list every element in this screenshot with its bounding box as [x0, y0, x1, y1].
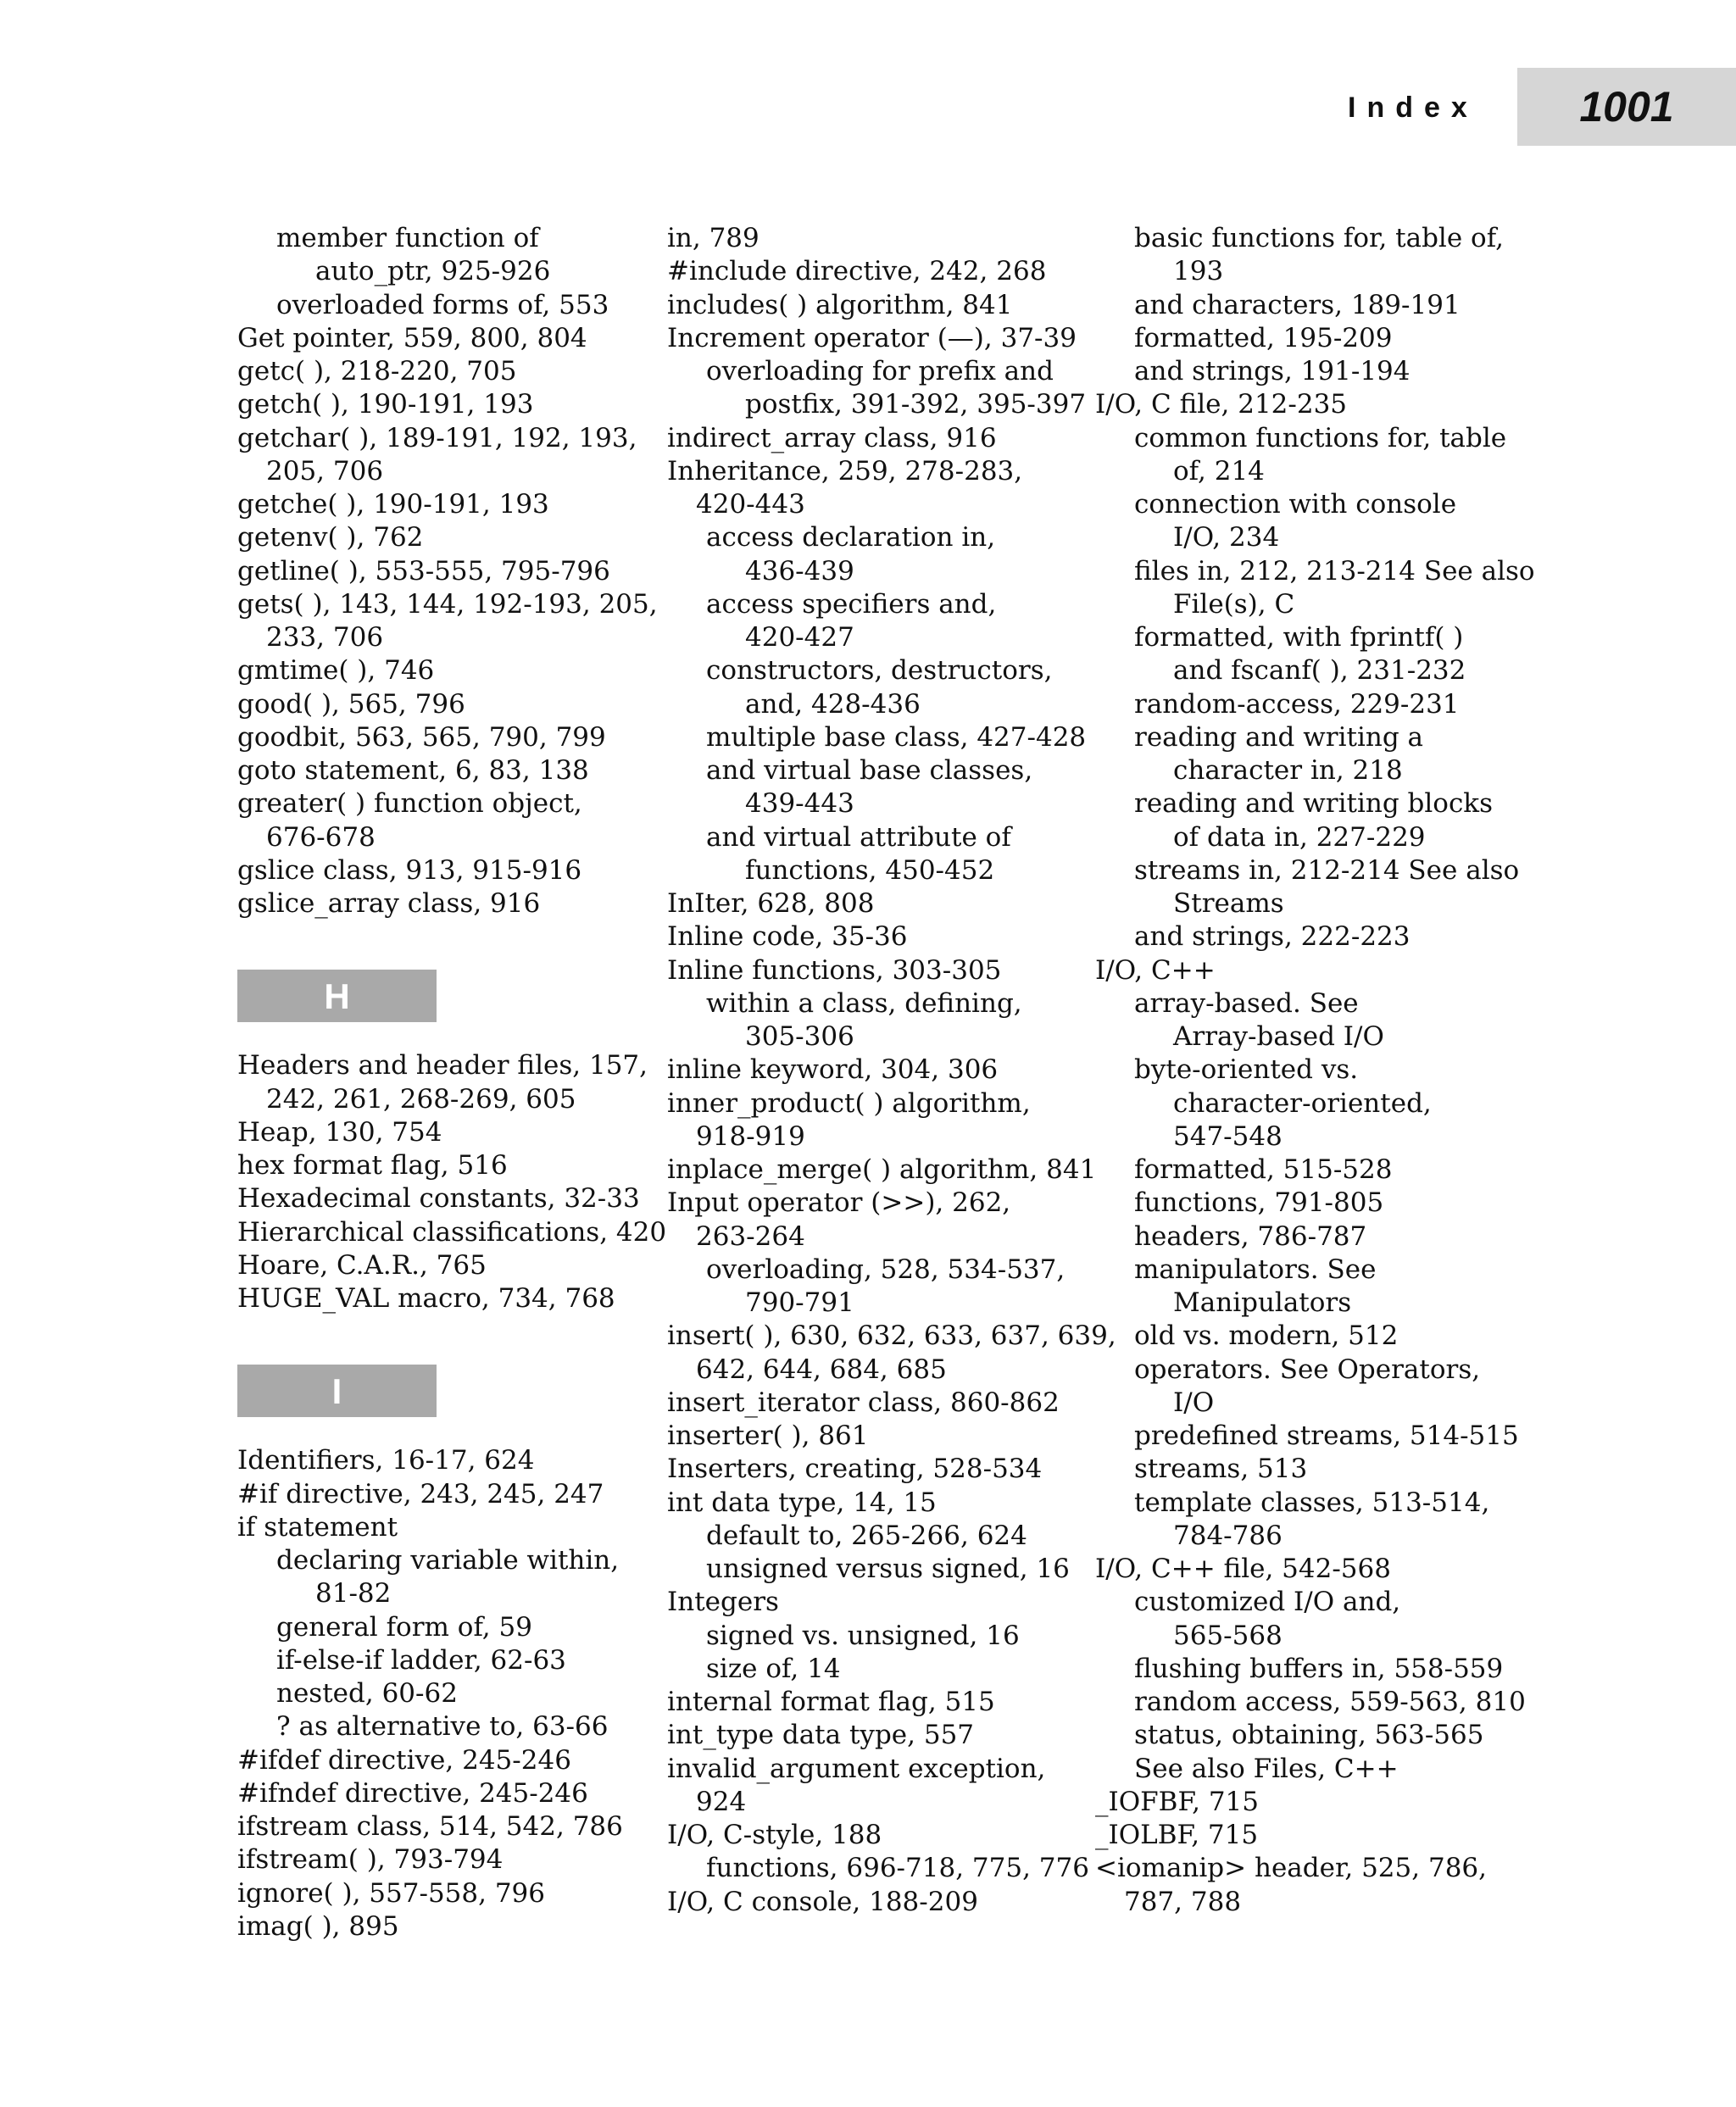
- index-entry: [667, 1320, 1116, 1387]
- index-entry-text: getchar( ), 189-191, 192, 193,: [237, 422, 637, 453]
- index-entry: [667, 422, 1116, 455]
- index-entry-text: unsigned versus signed, 16: [706, 1554, 1070, 1584]
- index-entry-text: greater( ) function object,: [237, 788, 582, 820]
- index-entry: [667, 1852, 1116, 1885]
- index-entry-text: _IOFBF, 715: [1095, 1786, 1260, 1817]
- index-entry-text: customized I/O and,: [1134, 1587, 1401, 1618]
- index-entry: [1095, 721, 1535, 788]
- index-entry: [667, 521, 1116, 554]
- index-entry-continuation: character-oriented,: [1173, 1087, 1432, 1119]
- index-entry: [667, 1187, 1116, 1254]
- index-entry: [237, 688, 666, 721]
- index-entry-text: random access, 559-563, 810: [1134, 1687, 1526, 1717]
- index-entry-text: array-based. See: [1134, 987, 1359, 1019]
- page-number-box: [1517, 68, 1736, 146]
- index-entry-text: member function of: [276, 223, 539, 253]
- index-entry: [237, 255, 666, 288]
- index-entry-text: functions, 791-805: [1134, 1187, 1384, 1219]
- index-entry: [237, 1444, 666, 1477]
- index-entry-continuation: character in, 218: [1173, 755, 1403, 786]
- index-entry: [1095, 322, 1535, 355]
- index-entry-text: #include directive, 242, 268: [667, 256, 1047, 287]
- index-entry-text: functions, 696-718, 775, 776: [706, 1853, 1089, 1884]
- index-entry: [1095, 621, 1535, 688]
- index-entry: [1095, 1453, 1535, 1486]
- section-letter-h: [237, 970, 437, 1022]
- index-entry-text: headers, 786-787: [1134, 1220, 1367, 1252]
- index-entry: [667, 289, 1116, 322]
- index-entry-text: insert( ), 630, 632, 633, 637, 639,: [667, 1320, 1116, 1352]
- index-entry: [667, 887, 1116, 920]
- index-column-3: [1095, 222, 1535, 1919]
- index-entry: [1095, 1320, 1535, 1353]
- index-entry-text: inline keyword, 304, 306: [667, 1054, 999, 1086]
- index-entry-text: files in, 212, 213-214 See also: [1134, 555, 1535, 587]
- index-column-2: [667, 222, 1116, 1919]
- index-entry-text: access declaration in,: [706, 522, 996, 553]
- index-entry-text: Heap, 130, 754: [237, 1116, 442, 1148]
- index-entry: [1095, 954, 1535, 987]
- index-entry-continuation: 547-548: [1173, 1120, 1283, 1152]
- index-entry: [1095, 688, 1535, 721]
- index-entry-text: overloaded forms of, 553: [276, 289, 609, 320]
- index-entry: [1095, 488, 1535, 555]
- index-entry-text: getline( ), 553-555, 795-796: [237, 555, 610, 587]
- index-entry-text: connection with console: [1134, 489, 1457, 520]
- index-entry-text: and strings, 222-223: [1134, 921, 1410, 953]
- index-entry-text: HUGE_VAL macro, 734, 768: [237, 1283, 615, 1314]
- index-entry: [237, 787, 666, 854]
- index-entry: [667, 355, 1116, 388]
- index-entry-text: random-access, 229-231: [1134, 688, 1460, 720]
- index-entry-continuation: File(s), C: [1173, 588, 1295, 620]
- index-entry-text: includes( ) algorithm, 841: [667, 289, 1013, 320]
- index-entry-text: Inserters, creating, 528-534: [667, 1454, 1043, 1485]
- index-entry-text: functions, 450-452: [745, 854, 995, 886]
- index-entry: [237, 1577, 666, 1610]
- index-entry: [667, 1586, 1116, 1619]
- index-entry-text: I/O, C-style, 188: [667, 1820, 882, 1850]
- index-entry-text: formatted, with fprintf( ): [1134, 622, 1464, 653]
- index-entry-continuation: 205, 706: [266, 455, 384, 486]
- index-entry: [237, 289, 666, 322]
- index-entry-text: reading and writing a: [1134, 721, 1423, 753]
- index-entry-text: and characters, 189-191: [1134, 289, 1461, 320]
- index-entry: [237, 1216, 666, 1249]
- index-entry: [667, 654, 1116, 687]
- index-entry: [667, 222, 1116, 255]
- index-entry-text: #ifndef directive, 245-246: [237, 1777, 588, 1809]
- index-entry-text: Get pointer, 559, 800, 804: [237, 322, 587, 353]
- index-entry-continuation: Manipulators: [1173, 1287, 1352, 1318]
- index-entry: [667, 1487, 1116, 1520]
- index-entry: [1095, 222, 1535, 289]
- index-entry-text: Input operator (>>), 262,: [667, 1187, 1011, 1219]
- index-entry: [667, 1020, 1116, 1054]
- index-entry-text: I/O, C console, 188-209: [667, 1886, 978, 1917]
- index-entry-continuation: 263-264: [696, 1220, 805, 1252]
- index-entry-text: within a class, defining,: [706, 987, 1022, 1019]
- index-entry-text: formatted, 195-209: [1134, 322, 1393, 353]
- index-entry-text: default to, 265-266, 624: [706, 1520, 1027, 1551]
- index-entry: [1095, 1686, 1535, 1719]
- section-letter-label: I: [331, 1370, 342, 1411]
- index-entry-text: int_type data type, 557: [667, 1720, 975, 1751]
- index-entry: [1095, 1753, 1535, 1786]
- index-entry: [667, 1154, 1116, 1187]
- index-entry-text: #ifdef directive, 245-246: [237, 1744, 571, 1776]
- index-entry-text: I/O, C++: [1095, 954, 1216, 986]
- index-entry-text: insert_iterator class, 860-862: [667, 1387, 1060, 1418]
- index-entry-text: gets( ), 143, 144, 192-193, 205,: [237, 588, 658, 620]
- index-entry: [667, 954, 1116, 987]
- index-entry-text: 436-439: [745, 555, 854, 587]
- index-entry: [237, 854, 666, 887]
- index-entry-text: indirect_array class, 916: [667, 422, 997, 453]
- index-entry: [1095, 987, 1535, 1054]
- index-entry-text: I/O, C++ file, 542-568: [1095, 1554, 1391, 1584]
- index-entry: [1095, 1187, 1535, 1220]
- index-entry: [667, 1753, 1116, 1820]
- index-entry-text: ifstream( ), 793-794: [237, 1844, 504, 1876]
- index-entry-text: getch( ), 190-191, 193: [237, 389, 534, 420]
- index-entry: [237, 1810, 666, 1843]
- index-entry-text: general form of, 59: [276, 1611, 532, 1643]
- index-entry-text: 790-791: [745, 1287, 854, 1318]
- index-entry: [237, 322, 666, 355]
- index-entry-continuation: I/O, 234: [1173, 522, 1280, 553]
- index-entry-continuation: 420-443: [696, 489, 805, 520]
- index-entry: [667, 555, 1116, 588]
- index-entry-text: #if directive, 243, 245, 247: [237, 1478, 604, 1509]
- index-entry-text: getc( ), 218-220, 705: [237, 356, 517, 386]
- index-entry-text: getenv( ), 762: [237, 522, 424, 553]
- index-entry: [667, 1453, 1116, 1486]
- index-entry-text: size of, 14: [706, 1653, 841, 1684]
- index-entry-text: InIter, 628, 808: [667, 888, 875, 919]
- index-entry-continuation: Array-based I/O: [1173, 1021, 1384, 1052]
- index-entry-text: flushing buffers in, 558-559: [1134, 1653, 1504, 1684]
- index-entry-text: and virtual attribute of: [706, 821, 1011, 853]
- index-entry: [1095, 388, 1535, 421]
- index-entry-continuation: Streams: [1173, 888, 1284, 919]
- index-entry: [237, 887, 666, 920]
- index-entry-text: <iomanip> header, 525, 786,: [1095, 1853, 1487, 1884]
- index-entry-continuation: 676-678: [266, 821, 376, 853]
- index-entry-text: declaring variable within,: [276, 1545, 620, 1576]
- index-entry-text: manipulators. See: [1134, 1254, 1377, 1285]
- index-entry-text: goto statement, 6, 83, 138: [237, 755, 589, 786]
- index-entry-text: ignore( ), 557-558, 796: [237, 1877, 545, 1909]
- index-entry: [237, 1511, 666, 1544]
- index-entry-text: auto_ptr, 925-926: [315, 256, 551, 287]
- index-entry: [667, 322, 1116, 355]
- index-entry-text: postfix, 391-392, 395-397: [745, 389, 1087, 420]
- running-head: Index: [1348, 92, 1478, 124]
- index-entry-text: Inline code, 35-36: [667, 921, 908, 953]
- index-entry: [667, 588, 1116, 621]
- index-entry: [237, 654, 666, 687]
- index-entry: [1095, 920, 1535, 953]
- index-entry: [237, 222, 666, 255]
- index-entry-text: overloading, 528, 534-537,: [706, 1254, 1066, 1285]
- index-entry: [1095, 1719, 1535, 1752]
- index-entry-text: Headers and header files, 157,: [237, 1050, 648, 1081]
- index-entry-text: streams in, 212-214 See also: [1134, 854, 1520, 886]
- index-entry-continuation: 784-786: [1173, 1520, 1283, 1551]
- index-entry-text: constructors, destructors,: [706, 655, 1053, 687]
- index-entry-text: Inline functions, 303-305: [667, 954, 1002, 986]
- index-entry: [237, 388, 666, 421]
- index-entry-text: goodbit, 563, 565, 790, 799: [237, 721, 606, 753]
- index-entry-text: predefined streams, 514-515: [1134, 1420, 1519, 1451]
- index-entry: [237, 1710, 666, 1743]
- index-entry-continuation: 193: [1173, 256, 1224, 287]
- index-entry-text: gslice class, 913, 915-916: [237, 854, 582, 886]
- index-entry-continuation: 924: [696, 1786, 747, 1817]
- index-entry-text: Increment operator (—), 37-39: [667, 322, 1077, 353]
- index-entry-text: Integers: [667, 1587, 779, 1618]
- index-entry: [237, 1677, 666, 1710]
- index-entry-text: Inheritance, 259, 278-283,: [667, 455, 1023, 486]
- index-entry-text: nested, 60-62: [276, 1678, 458, 1709]
- index-entry-continuation: 233, 706: [266, 622, 384, 653]
- index-entry-text: and, 428-436: [745, 688, 921, 720]
- index-entry: [667, 455, 1116, 522]
- index-entry: [667, 1653, 1116, 1686]
- index-entry: [667, 688, 1116, 721]
- index-entry: [667, 1686, 1116, 1719]
- index-entry-text: _IOLBF, 715: [1095, 1820, 1259, 1850]
- index-entry-text: 305-306: [745, 1021, 854, 1052]
- index-entry-text: Hexadecimal constants, 32-33: [237, 1183, 640, 1215]
- index-entry: [1095, 1653, 1535, 1686]
- index-entry: [667, 1819, 1116, 1852]
- index-entry: [237, 754, 666, 787]
- index-entry: [237, 1049, 666, 1116]
- index-entry-text: internal format flag, 515: [667, 1687, 995, 1717]
- index-entry: [667, 1520, 1116, 1553]
- index-entry: [237, 588, 666, 655]
- index-entry-continuation: and fscanf( ), 231-232: [1173, 655, 1466, 687]
- index-entry: [237, 555, 666, 588]
- index-entry: [667, 721, 1116, 754]
- index-entry: [1095, 1154, 1535, 1187]
- index-entry: [667, 621, 1116, 654]
- index-entry: [667, 1087, 1116, 1154]
- index-entry: [667, 987, 1116, 1020]
- index-entry: [667, 388, 1116, 421]
- index-entry: [1095, 1420, 1535, 1453]
- index-entry: [667, 255, 1116, 288]
- index-entry-text: ifstream class, 514, 542, 786: [237, 1811, 623, 1842]
- index-entry-text: signed vs. unsigned, 16: [706, 1620, 1020, 1651]
- index-entry: [667, 1054, 1116, 1087]
- index-entry: [1095, 1852, 1535, 1919]
- index-entry: [667, 1254, 1116, 1287]
- index-entry-text: inner_product( ) algorithm,: [667, 1087, 1031, 1119]
- index-entry: [237, 1744, 666, 1777]
- index-entry: [667, 1553, 1116, 1586]
- index-entry-continuation: 242, 261, 268-269, 605: [266, 1083, 576, 1115]
- index-entry: [237, 1116, 666, 1149]
- index-entry-text: streams, 513: [1134, 1454, 1308, 1485]
- index-entry: [237, 1877, 666, 1910]
- index-entry-text: inserter( ), 861: [667, 1420, 869, 1451]
- index-entry: [667, 1620, 1116, 1653]
- index-entry: [1095, 422, 1535, 489]
- index-entry-text: overloading for prefix and: [706, 356, 1054, 386]
- index-entry: [1095, 289, 1535, 322]
- index-column-1: [237, 222, 666, 1943]
- index-entry-text: I/O, C file, 212-235: [1095, 389, 1348, 420]
- index-entry-text: common functions for, table: [1134, 422, 1507, 453]
- index-entry: [1095, 854, 1535, 921]
- index-entry: [237, 355, 666, 388]
- index-entry-text: See also Files, C++: [1134, 1753, 1399, 1784]
- index-entry: [1095, 1054, 1535, 1154]
- index-entry: [237, 1182, 666, 1215]
- index-entry: [1095, 1819, 1535, 1852]
- index-entry: [667, 1387, 1116, 1420]
- index-entry-text: ? as alternative to, 63-66: [276, 1711, 609, 1743]
- index-entry-text: gslice_array class, 916: [237, 888, 541, 919]
- index-entry: [667, 1886, 1116, 1919]
- index-entry-text: byte-oriented vs.: [1134, 1054, 1359, 1086]
- index-entry-text: invalid_argument exception,: [667, 1753, 1046, 1784]
- index-entry: [237, 1843, 666, 1876]
- index-entry-text: hex format flag, 516: [237, 1150, 508, 1181]
- index-entry-text: int data type, 14, 15: [667, 1487, 937, 1518]
- index-entry: [237, 1910, 666, 1943]
- index-entry-continuation: 787, 788: [1124, 1886, 1242, 1917]
- index-entry: [667, 1287, 1116, 1320]
- index-entry-text: old vs. modern, 512: [1134, 1320, 1399, 1352]
- index-entry: [667, 821, 1116, 854]
- index-entry-continuation: 642, 644, 684, 685: [696, 1354, 947, 1385]
- index-entry-continuation: of, 214: [1173, 455, 1265, 486]
- index-entry: [237, 1149, 666, 1182]
- index-entry: [1095, 555, 1535, 622]
- index-entry-text: if statement: [237, 1511, 398, 1543]
- index-entry: [1095, 1586, 1535, 1653]
- index-entry-text: getche( ), 190-191, 193: [237, 489, 549, 520]
- index-entry-text: status, obtaining, 563-565: [1134, 1720, 1484, 1751]
- index-entry-text: basic functions for, table of,: [1134, 223, 1504, 253]
- index-entry: [1095, 1254, 1535, 1320]
- index-entry: [237, 488, 666, 521]
- index-entry-text: in, 789: [667, 223, 760, 253]
- index-entry-text: reading and writing blocks: [1134, 788, 1493, 820]
- index-entry-continuation: 918-919: [696, 1120, 805, 1152]
- index-entry: [1095, 1487, 1535, 1554]
- index-entry: [1095, 787, 1535, 854]
- index-entry: [667, 1420, 1116, 1453]
- index-entry: [237, 1478, 666, 1511]
- index-entry-text: gmtime( ), 746: [237, 655, 435, 687]
- index-entry: [237, 1282, 666, 1315]
- index-entry-text: operators. See Operators,: [1134, 1354, 1481, 1385]
- index-entry-text: access specifiers and,: [706, 588, 997, 620]
- index-entry-text: template classes, 513-514,: [1134, 1487, 1490, 1518]
- index-entry-text: multiple base class, 427-428: [706, 721, 1087, 753]
- index-entry-text: Identifiers, 16-17, 624: [237, 1445, 535, 1476]
- index-entry-text: and virtual base classes,: [706, 755, 1033, 786]
- index-entry: [237, 1544, 666, 1577]
- index-entry: [1095, 1220, 1535, 1254]
- index-entry: [1095, 355, 1535, 388]
- index-entry: [237, 521, 666, 554]
- index-entry: [1095, 1553, 1535, 1586]
- index-entry: [237, 422, 666, 489]
- page-number: 1001: [1579, 83, 1674, 131]
- index-entry: [667, 754, 1116, 787]
- index-entry-continuation: 565-568: [1173, 1620, 1283, 1651]
- index-entry: [1095, 1786, 1535, 1819]
- section-letter-i: [237, 1365, 437, 1417]
- index-entry-text: if-else-if ladder, 62-63: [276, 1644, 566, 1676]
- index-entry: [667, 854, 1116, 887]
- index-entry-text: and strings, 191-194: [1134, 356, 1410, 386]
- index-entry-text: Hierarchical classifications, 420: [237, 1216, 667, 1248]
- index-entry: [667, 920, 1116, 953]
- index-entry: [237, 1611, 666, 1644]
- index-entry-text: Hoare, C.A.R., 765: [237, 1249, 487, 1281]
- index-entry: [237, 1249, 666, 1282]
- index-entry-text: formatted, 515-528: [1134, 1154, 1393, 1185]
- section-letter-label: H: [324, 976, 350, 1016]
- index-entry: [667, 787, 1116, 820]
- index-entry: [667, 1719, 1116, 1752]
- index-entry-text: 439-443: [745, 788, 854, 820]
- index-entry: [237, 1644, 666, 1677]
- index-entry-text: imag( ), 895: [237, 1910, 399, 1942]
- index-entry-text: good( ), 565, 796: [237, 688, 465, 720]
- index-entry-text: inplace_merge( ) algorithm, 841: [667, 1154, 1097, 1185]
- index-entry: [237, 1777, 666, 1810]
- index-entry-text: 420-427: [745, 622, 854, 653]
- index-entry: [1095, 1354, 1535, 1420]
- index-entry-text: 81-82: [315, 1578, 392, 1609]
- index-entry-continuation: I/O: [1173, 1387, 1215, 1418]
- index-entry: [237, 721, 666, 754]
- index-entry-continuation: of data in, 227-229: [1173, 821, 1426, 853]
